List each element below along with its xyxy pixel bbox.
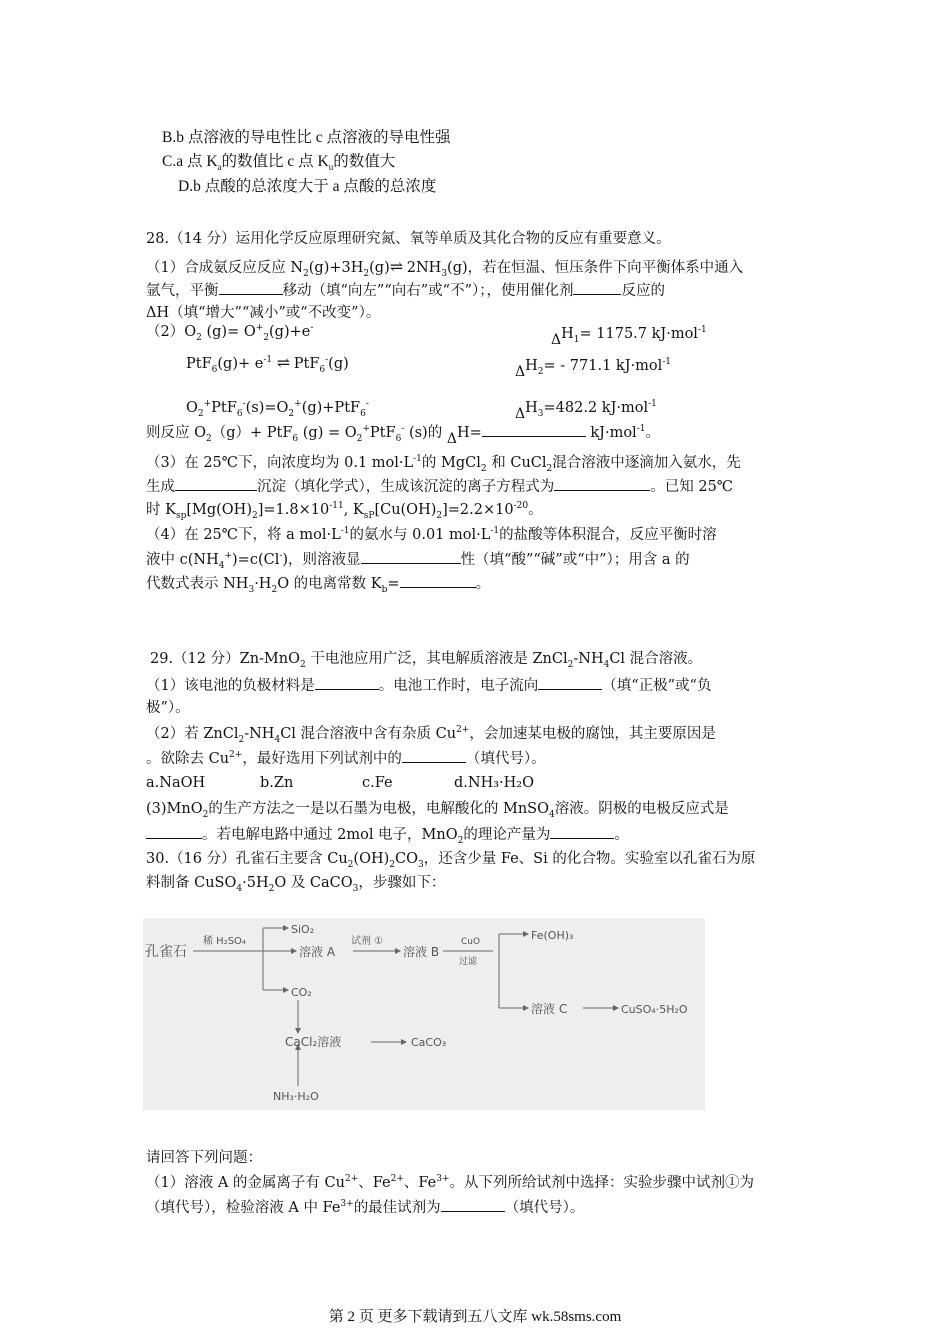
q29-part2-line2: 。欲除去 $Cu^{2+}$，最好选用下列试剂中的 （填代号）。 (146, 748, 546, 769)
q28-part4-line1: （4）在 25℃下，将 a $mol\cdot L^{-1}$的氨水与 0.01 $mol\cdot L^{-1}$的盐酸等体积混合，反应平衡时溶 (146, 526, 717, 543)
flow-acid: 稀 H₂SO₄ (203, 936, 246, 947)
q29-part1-line1: （1）该电池的负极材料是 。电池工作时，电子流向 （填“正极”或“负 (146, 675, 711, 696)
option-d: D.b 点酸的总浓度大于 a 点酸的总浓度 (178, 178, 437, 195)
q29-title: 29.（12 分）Zn-MnO$_2$ 干电池应用广泛，其电解质溶液是 $ZnCl_2-NH_4Cl$ 混合溶液。 (150, 651, 703, 670)
process-flow-diagram (143, 918, 705, 1110)
flow-cuo: CuO (461, 937, 481, 947)
q28-part1-line2: 氩气，平衡 移动（填“向左”“向右”或“不”）；，使用催化剂 反应的 (146, 280, 665, 301)
q28-eq3: $O_2^+PtF_6^-(s)=O_2^+(g)+PtF_6^-$ (186, 399, 369, 419)
q29-part3-line1: (3)MnO$_2$的生产方法之一是以石墨为电极，电解酸化的 MnSO$_4$溶液。阴极的电极反应式是 (146, 801, 729, 820)
q28-part4-line2: 液中 $c(NH_4^+)=c(Cl^-)$，则溶液显 性（填“酸”“碱”或“中”）；用含 a 的 (146, 549, 690, 570)
flow-cacl2: CaCl₂溶液 (285, 1035, 342, 1049)
flow-solution-c: 溶液 C (531, 1002, 568, 1016)
q29-part3-line2: 。若电解电路中通过 2mol 电子，MnO$_2$的理论产量为 。 (146, 824, 629, 845)
q28-dh2: $\Delta H_2= - 771.1$ kJ·mol$^{-1}$ (515, 357, 672, 380)
q28-eq2: $PtF_6(g)+ e^{-1}$ ⇌ PtF$_6$-(g) (186, 353, 349, 375)
q30-part1-line2: （填代号），检验溶液 A 中 $Fe^{3+}$的最佳试剂为 （填代号）。 (146, 1197, 584, 1218)
q28-part3-line1: （3）在 25℃下，向浓度均为 0.1 $mol\cdot L^{-1}$的 MgCl$_2$ 和 CuCl$_2$混合溶液中逐滴加入氨水，先 (146, 454, 741, 474)
q28-dh3: $\Delta H_3=482.2$ kJ·mol$^{-1}$ (515, 399, 657, 422)
q28-part3-line2: 生成 沉淀（填化学式），生成该沉淀的离子方程式为 。已知 25℃ (146, 476, 733, 497)
q28-eq1: $(2)O_2$ $(g)= O^+_2(g)+e^-$ (146, 323, 314, 343)
page-footer: 第 2 页 更多下载请到五八文库 wk.58sms.com (328, 1309, 622, 1325)
q29-option-d: d.NH₃·H₂O (454, 775, 534, 791)
q28-part4-line3: 代数式表示 $NH_3\cdot H_2O$ 的电离常数 $K_b=$ 。 (146, 573, 490, 594)
flow-solution-b: 溶液 B (403, 945, 440, 959)
flow-sio2: SiO₂ (291, 923, 315, 936)
flow-reagent: 试剂 ① (351, 936, 384, 947)
flow-filter: 过滤 (459, 957, 478, 967)
q29-option-c: c.Fe (362, 775, 393, 791)
q30-title-line1: 30.（16 分）孔雀石主要含 $Cu_2(OH)_2CO_3$，还含少量 Fe、Si 的化合物。实验室以孔雀石为原 (146, 851, 756, 870)
q28-title: 28.（14 分）运用化学反应原理研究氮、氧等单质及其化合物的反应有重要意义。 (146, 231, 671, 247)
option-b: B.b 点溶液的导电性比 c 点溶液的导电性强 (162, 129, 451, 146)
flow-product: CuSO₄·5H₂O (621, 1003, 688, 1016)
q28-part1-line3: ΔH（填“增大”“减小”或“不改变”）。 (146, 305, 381, 321)
flow-solution-a: 溶液 A (299, 945, 336, 959)
flow-start: 孔雀石 (145, 944, 187, 960)
flow-co2: CO₂ (291, 986, 312, 999)
flow-caco3: CaCO₃ (411, 1036, 447, 1049)
questions-intro: 请回答下列问题： (146, 1150, 262, 1166)
q30-part1-line1: （1）溶液 A 的金属离子有 $Cu^{2+}$、$Fe^{2+}$、$Fe^{3+}$。从下列所给试剂中选择：实验步骤中试剂①为 (146, 1174, 755, 1191)
q28-dh1: $\Delta H_1= 1175.7$ kJ·mol$^{-1}$ (551, 325, 707, 348)
q30-title-line2: 料制备 $CuSO_4\cdot 5H_2O$ 及 CaCO$_3$，步骤如下： (146, 875, 446, 894)
flow-nh3: NH₃·H₂O (273, 1090, 319, 1103)
q28-part1-line1: （1）合成氨反应反应 $N_2(g)+3H_2(g)\rightleftharpoons$ $2NH_3(g)$，若在恒温、恒压条件下向平衡体系中通入 (146, 257, 744, 279)
q29-option-a: a.NaOH (146, 775, 206, 791)
q29-option-b: b.Zn (260, 775, 294, 791)
flow-feoh3: Fe(OH)₃ (531, 929, 574, 942)
option-c: C.a 点 $K_a$的数值比 c 点 $K_u$的数值大 (162, 153, 396, 173)
q28-part2-ask: 则反应 $O_2(g)+ PtF_6$ $(g) = O_2^+PtF_6^-$ (s)的 ΔH= kJ·mol$^{-1}$。 (146, 422, 660, 443)
q28-part3-line3: 时 $K_{sp}[Mg(OH)_2]=1.8\times 10^{-11}$, $K_{sP}[Cu(OH)_2]=2.2\times 10^{-20}$。 (146, 501, 543, 521)
q29-part2-line1: （2）若 $ZnCl_2-NH_4Cl$ 混合溶液中含有杂质 $Cu^{2+}$，会加速某电极的腐蚀，其主要原因是 (146, 725, 716, 745)
q29-part1-line2: 极”）。 (146, 700, 190, 716)
